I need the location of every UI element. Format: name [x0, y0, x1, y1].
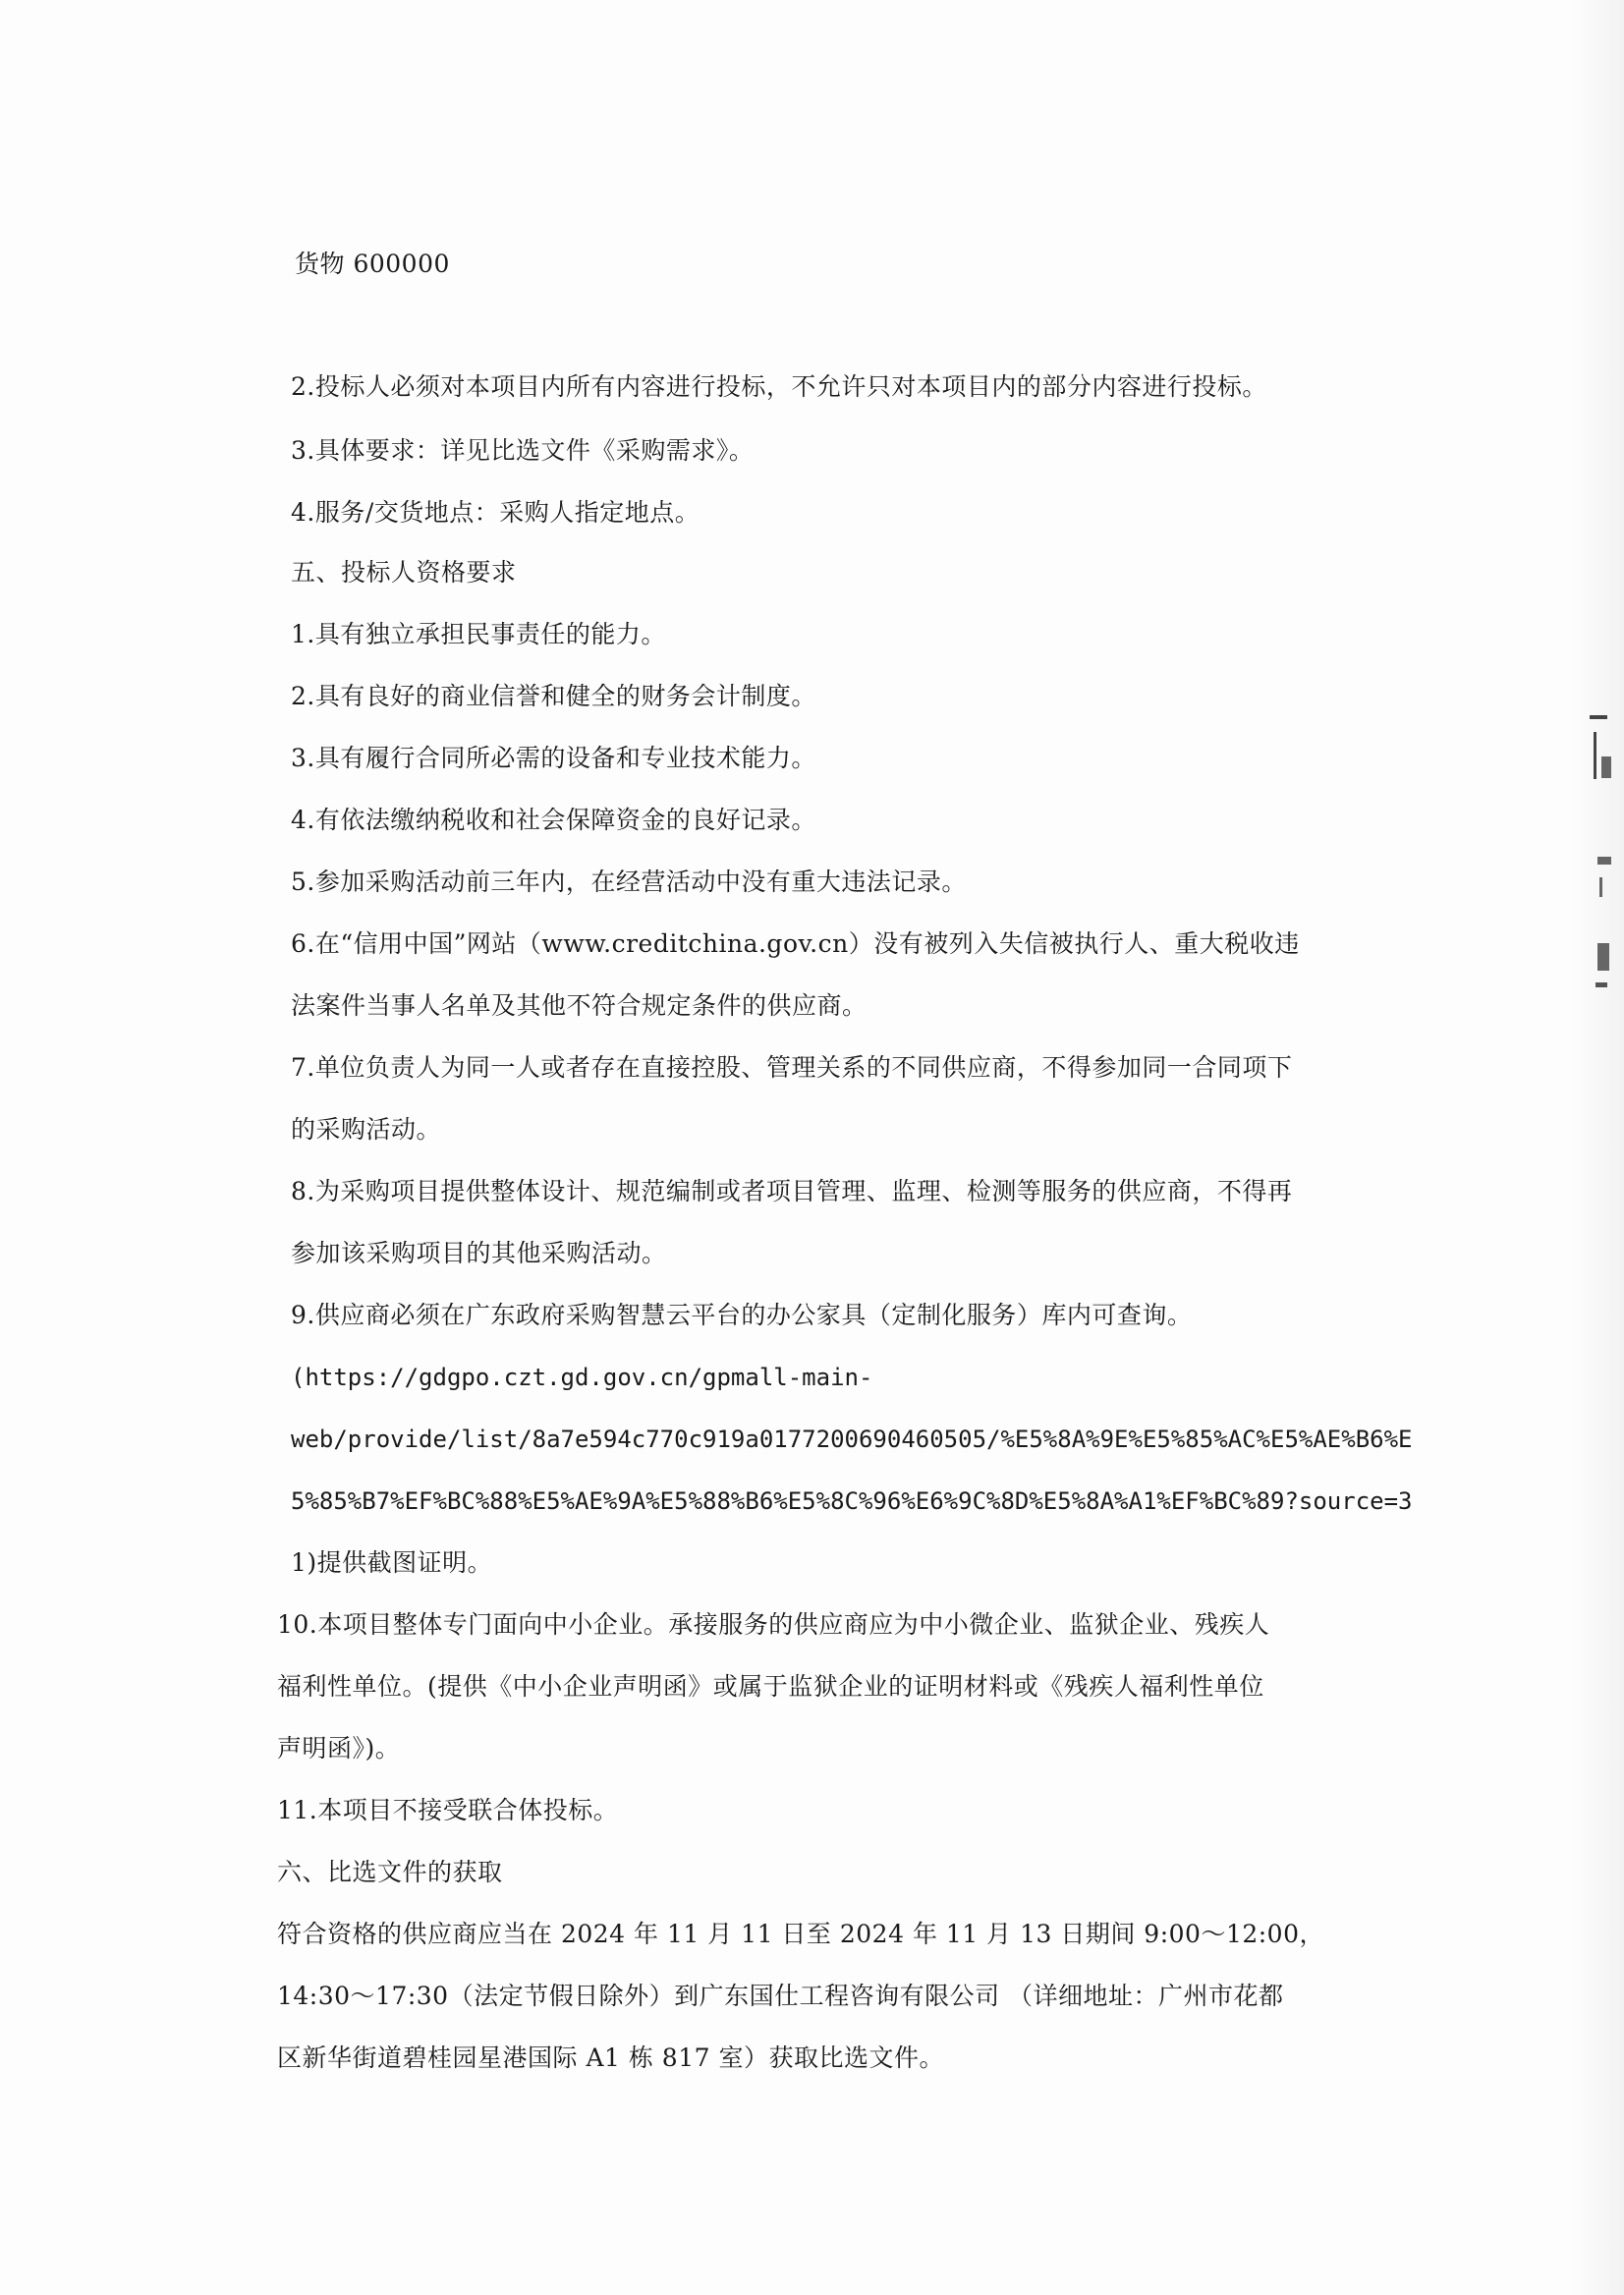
qualification-7-line-2: 的采购活动。 — [291, 1115, 442, 1144]
binding-mark-7 — [1596, 982, 1607, 987]
qualification-9-line-1: 9.供应商必须在广东政府采购智慧云平台的办公家具（定制化服务）库内可查询。 — [291, 1301, 1193, 1329]
qualification-8-line-2: 参加该采购项目的其他采购活动。 — [291, 1239, 667, 1267]
qualification-9-url-line-2: web/provide/list/8a7e594c770c919a0177200690460505/%E5%8A%9E%E5%85%AC%E5%AE%B6%E — [291, 1426, 1413, 1453]
binding-mark-6 — [1597, 943, 1609, 971]
section-6-heading: 六、比选文件的获取 — [277, 1858, 503, 1886]
qualification-8-line-1: 8.为采购项目提供整体设计、规范编制或者项目管理、监理、检测等服务的供应商，不得再 — [291, 1177, 1293, 1205]
qualification-6-line-2: 法案件当事人名单及其他不符合规定条件的供应商。 — [291, 991, 868, 1020]
binding-mark-3 — [1601, 756, 1611, 778]
binding-mark-4 — [1597, 857, 1611, 865]
qualification-7-line-1: 7.单位负责人为同一人或者存在直接控股、管理关系的不同供应商，不得参加同一合同项下 — [291, 1053, 1293, 1082]
qualification-6-line-1: 6.在“信用中国”网站（www.creditchina.gov.cn）没有被列入失信被执行人、重大税收违 — [291, 929, 1300, 958]
clause-4-line: 4.服务/交货地点：采购人指定地点。 — [291, 498, 700, 527]
qualification-1: 1.具有独立承担民事责任的能力。 — [291, 620, 666, 648]
qualification-10-line-2: 福利性单位。(提供《中小企业声明函》或属于监狱企业的证明材料或《残疾人福利性单位 — [277, 1672, 1264, 1701]
qualification-9-line-end: 1)提供截图证明。 — [291, 1548, 493, 1577]
qualification-4: 4.有依法缴纳税收和社会保障资金的良好记录。 — [291, 806, 816, 834]
clause-2-line: 2.投标人必须对本项目内所有内容进行投标，不允许只对本项目内的部分内容进行投标。 — [291, 372, 1267, 401]
goods-amount-line: 货物 600000 — [295, 250, 450, 278]
qualification-9-url-line-3: 5%85%B7%EF%BC%88%E5%AE%9A%E5%88%B6%E5%8C%96%E6%9C%8D%E5%8A%A1%EF%BC%89?source=3 — [291, 1487, 1413, 1515]
binding-mark-1 — [1590, 715, 1607, 719]
scan-edge-shadow — [1572, 0, 1624, 2295]
qualification-11: 11.本项目不接受联合体投标。 — [277, 1796, 619, 1824]
binding-mark-5 — [1599, 877, 1602, 897]
clause-3-line: 3.具体要求：详见比选文件《采购需求》。 — [291, 436, 755, 465]
qualification-5: 5.参加采购活动前三年内，在经营活动中没有重大违法记录。 — [291, 868, 967, 896]
qualification-10-line-3: 声明函》)。 — [277, 1734, 401, 1763]
qualification-10-line-1: 10.本项目整体专门面向中小企业。承接服务的供应商应为中小微企业、监狱企业、残疾人 — [277, 1610, 1270, 1639]
section-5-heading: 五、投标人资格要求 — [291, 558, 517, 587]
acquisition-line-2: 14:30～17:30（法定节假日除外）到广东国仕工程咨询有限公司 （详细地址：广州市花都 — [277, 1982, 1284, 2010]
acquisition-line-3: 区新华街道碧桂园星港国际 A1 栋 817 室）获取比选文件。 — [277, 2043, 944, 2072]
qualification-2: 2.具有良好的商业信誉和健全的财务会计制度。 — [291, 682, 816, 710]
qualification-3: 3.具有履行合同所必需的设备和专业技术能力。 — [291, 744, 816, 772]
qualification-9-url-line-1: (https://gdgpo.czt.gd.gov.cn/gpmall-main- — [291, 1364, 873, 1391]
acquisition-line-1: 符合资格的供应商应当在 2024 年 11 月 11 日至 2024 年 11 月 13 日期间 9:00～12:00， — [277, 1920, 1324, 1948]
binding-mark-2 — [1594, 732, 1596, 779]
